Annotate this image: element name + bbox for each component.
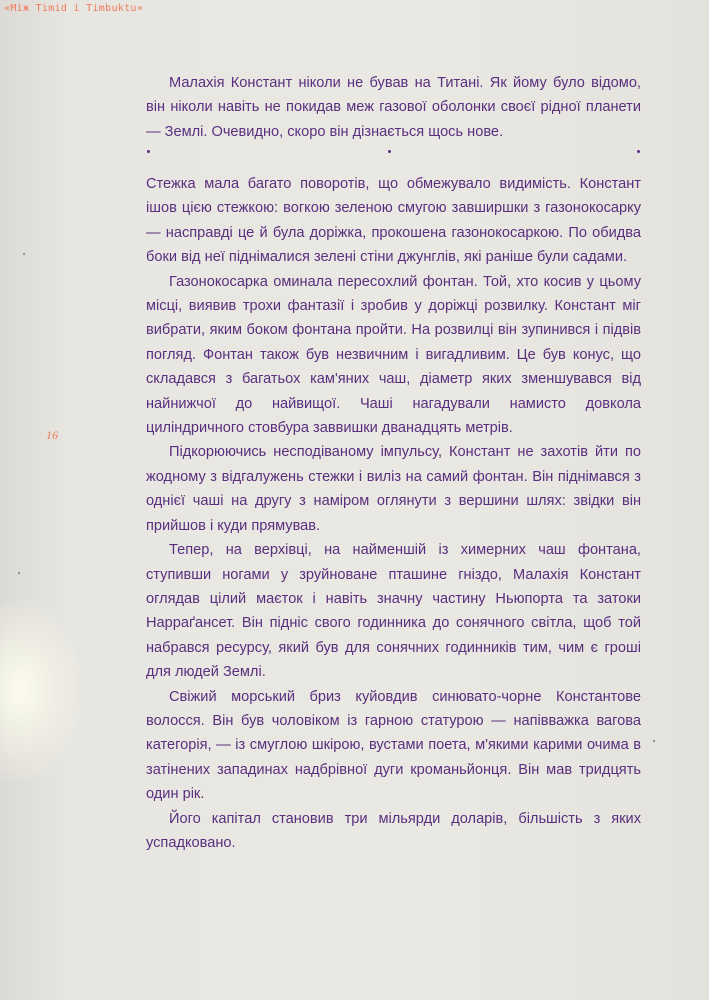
paragraph-3: Підкорюючись несподіваному імпульсу, Констант не захотів йти по жодному з відгалужень стежки і виліз на самий фонтан. Він піднімався з однієї чаші на другу з наміром оглянути з вершини шлях: звідки він прийшов і куди прямував.	[146, 444, 641, 534]
intro-paragraph-block	[146, 71, 641, 144]
paper-speck	[23, 253, 25, 255]
paragraph-5: Свіжий морський бриз куйовдив синювато-чорне Константове волосся. Він був чоловіком із гарною статурою — напівважка вагова категорія, — із смуглою шкірою, вустами поета, м'якими карими очима в затінених западинах надбрівної дуги кроманьйонця. Він мав тридцять один рік.	[146, 688, 641, 803]
paragraph-1: Стежка мала багато поворотів, що обмежувало видимість. Констант ішов цією стежкою: вогкою зеленою смугою завширшки з газонокосарку — насправді це й була доріжка, прокошена газонокосаркою. По обидва боки від неї піднімалися зелені стіни джунглів, які раніше були садами.	[146, 176, 641, 266]
paper-speck	[18, 572, 20, 574]
page-number: 16	[46, 428, 58, 442]
section-break-dot	[388, 150, 391, 153]
paper-speck	[653, 740, 655, 742]
main-text-block	[146, 172, 641, 855]
section-break-dot	[147, 150, 150, 153]
section-break-dot	[637, 150, 640, 153]
light-glare	[0, 600, 80, 780]
paragraph-2: Газонокосарка оминала пересохлий фонтан. Той, хто косив у цьому місці, виявив трохи фантазії і зробив у доріжці розвилку. Констант міг вибрати, яким боком фонтана пройти. На розвилці він зупинився і підвів погляд. Фонтан також був незвичним і вигадливим. Це був конус, що складався з багатьох кам'яних чаш, діаметр яких зменшувався від найнижчої до найвищої. Чаші нагадували намисто довкола циліндричного стовбура заввишки дванадцять метрів.	[146, 273, 641, 437]
paragraph-4: Тепер, на верхівці, на найменшій із химерних чаш фонтана, ступивши ногами у зруйноване пташине гніздо, Малахія Констант оглядав цілий маєток і навіть значну частину Ньюпорта та затоки Нарраґансет. Він підніс свого годинника до сонячного світла, щоб той набрався ресурсу, який був для сонячних годинників тим, чим є гроші для людей Землі.	[146, 542, 641, 681]
running-head: «Між Timid і Timbuktu»	[4, 3, 144, 14]
intro-paragraph: Малахія Констант ніколи не бував на Титані. Як йому було відомо, він ніколи навіть не покидав меж газової оболонки своєї рідної планети — Землі. Очевидно, скоро він дізнається щось нове.	[146, 75, 641, 140]
paragraph-6: Його капітал становив три мільярди доларів, більшість з яких успадковано.	[146, 810, 641, 851]
